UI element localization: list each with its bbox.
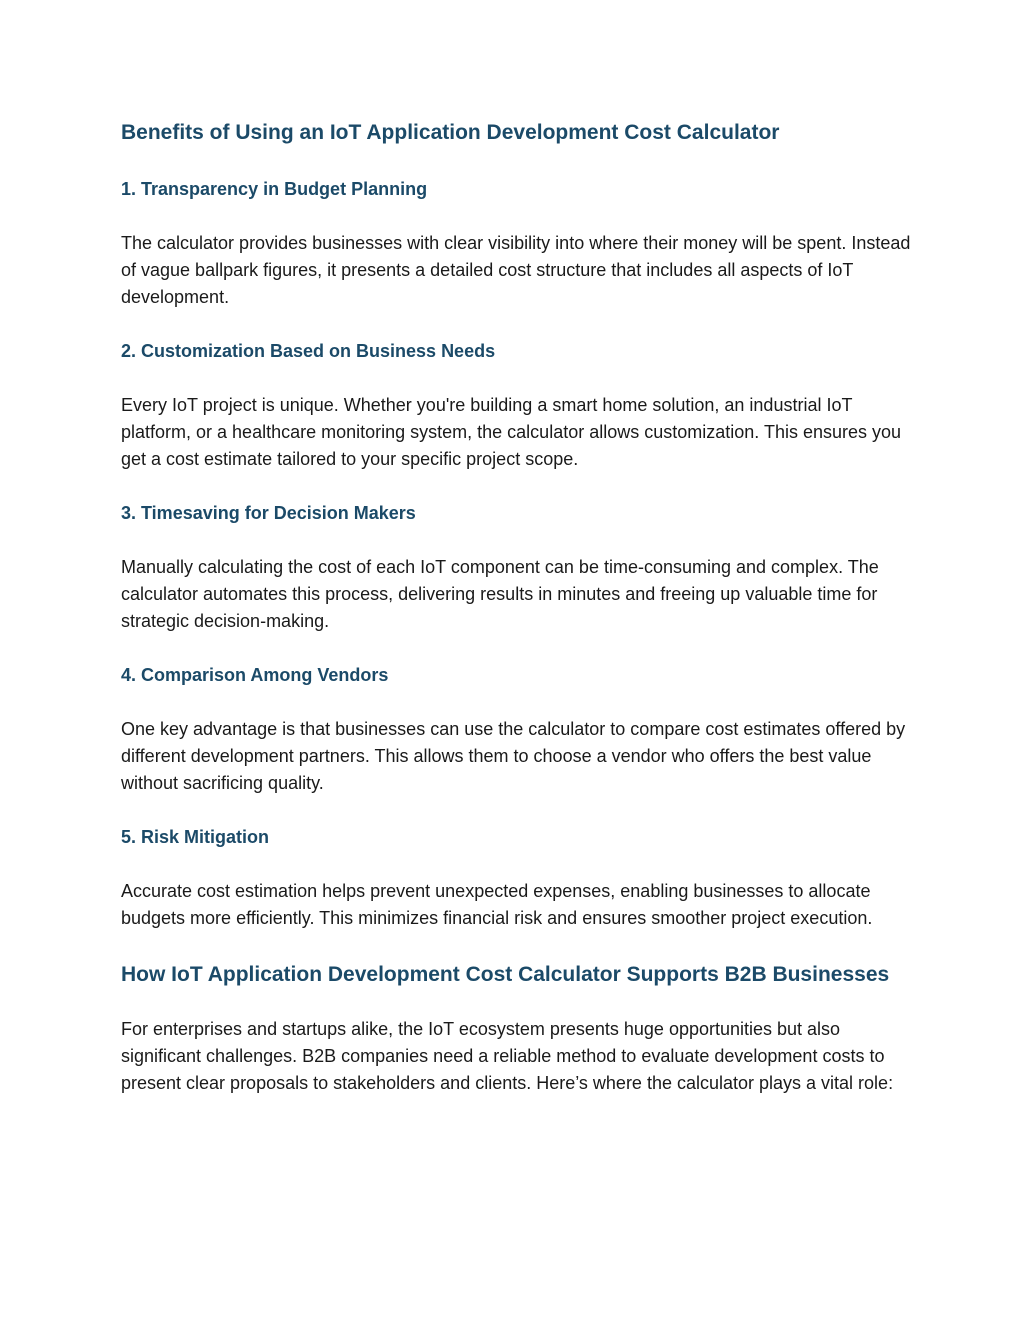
- section-5-heading: 5. Risk Mitigation: [121, 827, 270, 847]
- section-4-heading: 4. Comparison Among Vendors: [121, 665, 389, 685]
- section-4-body: One key advantage is that businesses can use the calculator to compare cost estimates offered by different development partners. This allows them to choose a vendor who offers the best value without sacrificing quality.: [121, 719, 906, 793]
- section-2-heading: 2. Customization Based on Business Needs: [121, 341, 496, 361]
- main-heading: Benefits of Using an IoT Application Development Cost Calculator: [121, 121, 780, 144]
- section-3-heading: 3. Timesaving for Decision Makers: [121, 503, 416, 523]
- section-1-heading: 1. Transparency in Budget Planning: [121, 179, 428, 199]
- section-3-body: Manually calculating the cost of each IoT component can be time-consuming and complex. The calculator automates this process, delivering results in minutes and freeing up valuable time for strategic decision-making.: [121, 557, 879, 631]
- second-body: For enterprises and startups alike, the IoT ecosystem presents huge opportunities but also significant challenges. B2B companies need a reliable method to evaluate development costs to present clear proposals to stakeholders and clients. Here’s where the calculator plays a vital role:: [121, 1019, 894, 1093]
- document-page: [121, 117, 921, 1097]
- second-heading: How IoT Application Development Cost Calculator Supports B2B Businesses: [121, 963, 890, 986]
- section-5-body: Accurate cost estimation helps prevent unexpected expenses, enabling businesses to allocate budgets more efficiently. This minimizes financial risk and ensures smoother project execution.: [121, 881, 873, 928]
- section-2-body: Every IoT project is unique. Whether you're building a smart home solution, an industrial IoT platform, or a healthcare monitoring system, the calculator allows customization. This ensures you get a cost estimate tailored to your specific project scope.: [121, 395, 902, 469]
- section-1-body: The calculator provides businesses with clear visibility into where their money will be spent. Instead of vague ballpark figures, it presents a detailed cost structure that includes all aspects of IoT development.: [121, 233, 911, 307]
